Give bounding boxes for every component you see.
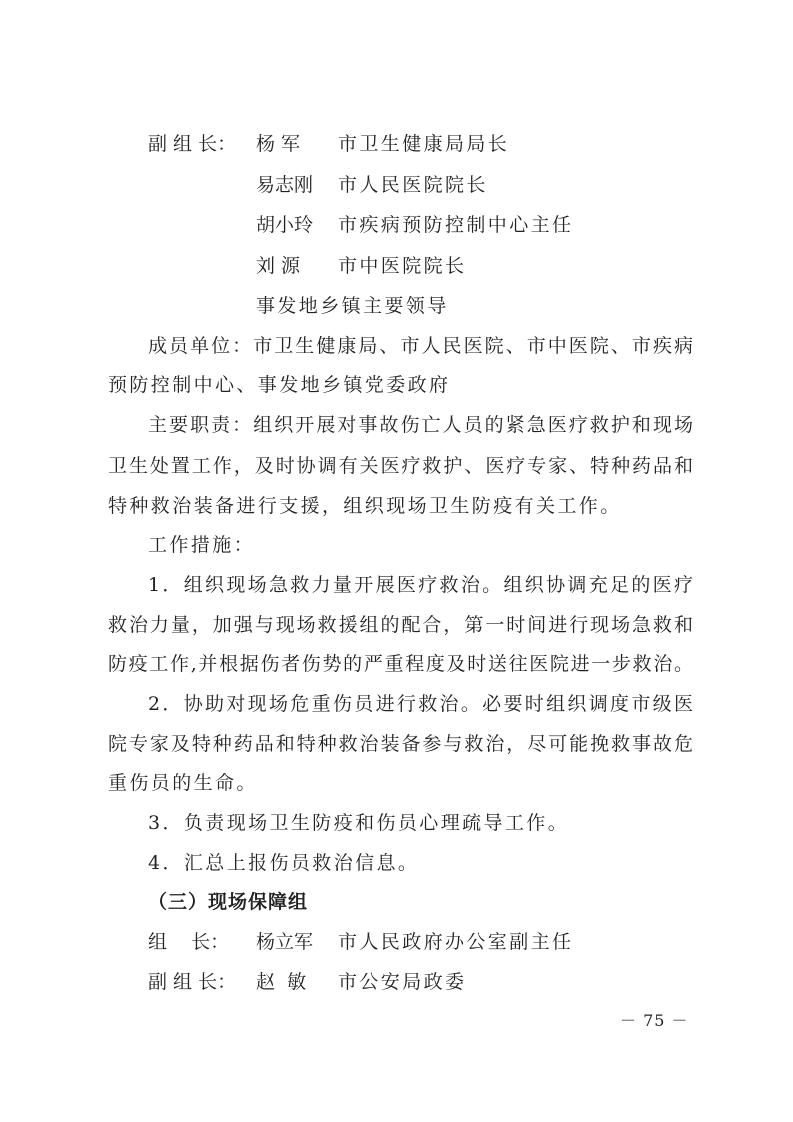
deputy-leader-row-3 bbox=[256, 213, 573, 237]
duties-line-1: 主要职责：组织开展对事故伤亡人员的紧急医疗救护和现场 bbox=[148, 414, 693, 436]
deputy-name: 胡小玲 bbox=[256, 214, 314, 236]
deputy-title: 市公安局政委 bbox=[338, 971, 467, 993]
deputy-leader-row-4 bbox=[256, 254, 466, 278]
measure-1-line-3: 防疫工作,并根据伤者伤势的严重程度及时送往医院进一步救治。 bbox=[108, 653, 693, 675]
leader-label: 组 长： bbox=[148, 931, 230, 953]
measure-4: 4．汇总上报伤员救治信息。 bbox=[148, 852, 420, 874]
deputy-title: 市中医院院长 bbox=[338, 255, 467, 277]
measure-1-line-2: 救治力量，加强与现场救援组的配合，第一时间进行现场急救和 bbox=[108, 614, 693, 636]
measure-2-line-3: 重伤员的生命。 bbox=[108, 772, 258, 794]
measure-2-line-2: 院专家及特种药品和特种救治装备参与救治，尽可能挽救事故危 bbox=[108, 733, 693, 755]
extra-member: 事发地乡镇主要领导 bbox=[256, 295, 449, 317]
measure-3: 3．负责现场卫生防疫和伤员心理疏导工作。 bbox=[148, 812, 570, 834]
deputy-title: 市人民医院院长 bbox=[338, 174, 488, 196]
deputy-leader-label: 副 组 长： bbox=[148, 971, 237, 993]
leader-name: 杨立军 bbox=[256, 931, 314, 953]
section3-deputy-row bbox=[148, 970, 466, 994]
deputy-leader-row-1 bbox=[148, 132, 509, 156]
measure-1-line-1: 1．组织现场急救力量开展医疗救治。组织协调充足的医疗 bbox=[148, 574, 693, 596]
deputy-name: 赵 敏 bbox=[256, 971, 307, 993]
deputy-title: 市卫生健康局局长 bbox=[338, 133, 510, 155]
page-number: － 75 － bbox=[620, 1011, 689, 1030]
deputy-leader-row-2 bbox=[256, 173, 488, 197]
section3-leader-row bbox=[148, 930, 573, 954]
member-units-line-2: 预防控制中心、事发地乡镇党委政府 bbox=[108, 374, 451, 396]
member-units-line-1: 成员单位：市卫生健康局、市人民医院、市中医院、市疾病 bbox=[148, 335, 693, 357]
measure-2-line-1: 2．协助对现场危重伤员进行救治。必要时组织调度市级医 bbox=[148, 693, 693, 715]
duties-line-2: 卫生处置工作，及时协调有关医疗救护、医疗专家、特种药品和 bbox=[108, 455, 693, 477]
deputy-leader-label: 副 组 长： bbox=[148, 133, 237, 155]
duties-line-3: 特种救治装备进行支援，组织现场卫生防疫有关工作。 bbox=[108, 495, 622, 517]
deputy-name: 易志刚 bbox=[256, 174, 314, 196]
deputy-name: 刘 源 bbox=[256, 255, 301, 277]
measures-heading: 工作措施： bbox=[148, 534, 256, 556]
deputy-title: 市疾病预防控制中心主任 bbox=[338, 214, 574, 236]
section-heading: （三）现场保障组 bbox=[148, 891, 309, 913]
deputy-name: 杨 军 bbox=[256, 133, 301, 155]
leader-title: 市人民政府办公室副主任 bbox=[338, 931, 574, 953]
